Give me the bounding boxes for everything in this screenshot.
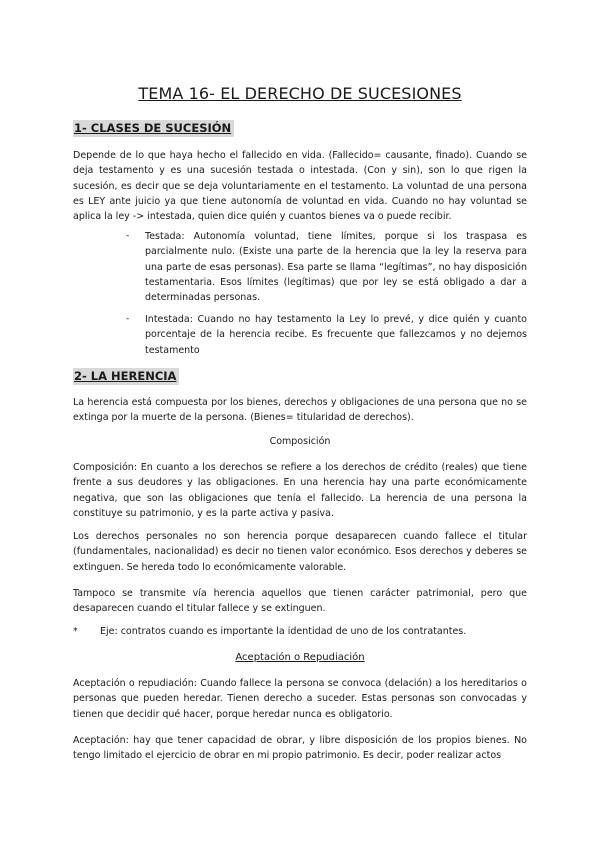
section-heading-clases: 1- CLASES DE SUCESIÓN [73, 120, 234, 137]
bullet-marker: - [126, 314, 130, 324]
paragraph-aceptacion-repudiacion: Aceptación o repudiación: Cuando fallece la persona se convoca (delación) a los hereditarios o personas que pueden heredar. Tienen derecho a suceder. Estas personas son convocadas y tienen que decidir qué hacer, porque heredar nunca es obligatorio. [73, 678, 527, 720]
document-title: TEMA 16- EL DERECHO DE SUCESIONES [138, 84, 462, 103]
subheading-aceptacion: Aceptación o Repudiación [235, 652, 365, 663]
subheading-composicion: Composición [269, 436, 331, 447]
bullet-testada: Testada: Autonomía voluntad, tiene límites, porque si los traspasa es parcialmente nulo. (Existe una parte de la herencia que la ley la reserva para una parte de esas personas). Esa parte se llama “legítimas”, no hay disposición testamentaria. Esos límites (legítimas) que por ley se está obligado a dar a determinadas personas. [145, 231, 527, 304]
paragraph-tampoco: Tampoco se transmite vía herencia aquellos que tienen carácter patrimonial, pero que desaparecen cuando el titular fallece y se extinguen. [73, 588, 527, 615]
paragraph-derechos-personales: Los derechos personales no son herencia porque desaparecen cuando fallece el titular (fundamentales, nacionalidad) es decir no tienen valor económico. Esos derechos y deberes se extinguen. Se hereda todo lo económicamente valorable. [73, 531, 527, 573]
paragraph-intro: Depende de lo que haya hecho el fallecido en vida. (Fallecido= causante, finado). Cuando se deja testamento y es una sucesión testada o intestada. (Con y sin), son lo que rigen la sucesión, es decir que se deja voluntariamente en el testamento. La voluntad de una persona es LEY ante juicio ya que tiene autonomía de voluntad en vida. Cuando no hay voluntad se aplica la ley -> intestada, quien dice quién y cuantos bienes va o puede recibir. [73, 150, 527, 223]
section-heading-herencia: 2- LA HERENCIA [73, 368, 179, 385]
bullet-intestada: Intestada: Cuando no hay testamento la Ley lo prevé, y dice quién y cuanto porcentaje de la herencia recibe. Es frecuente que fallezcamos y no dejemos testamento [145, 314, 527, 356]
example-contratos: Eje: contratos cuando es importante la identidad de uno de los contratantes. [100, 626, 467, 637]
paragraph-herencia: La herencia está compuesta por los bienes, derechos y obligaciones de una persona que no se extinga por la muerte de la persona. (Bienes= titularidad de derechos). [73, 397, 527, 424]
bullet-marker: - [126, 231, 130, 241]
paragraph-composicion: Composición: En cuanto a los derechos se refiere a los derechos de crédito (reales) que tiene frente a sus deudores y las obligaciones. En una herencia hay una parte económicamente negativa, que son las obligaciones que tenía el fallecido. La herencia de una persona la constituye su patrimonio, y es la parte activa y pasiva. [73, 462, 527, 519]
star-marker: * [73, 626, 78, 637]
paragraph-aceptacion: Aceptación: hay que tener capacidad de obrar, y libre disposición de los propios bienes. No tengo limitado el ejercicio de obrar en mi propio patrimonio. Es decir, poder realizar actos [73, 735, 527, 762]
